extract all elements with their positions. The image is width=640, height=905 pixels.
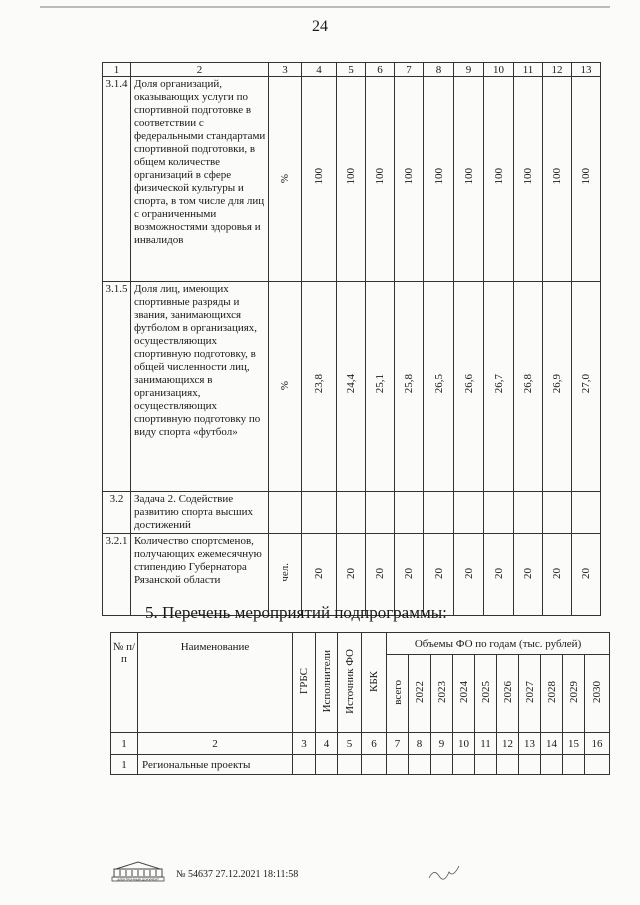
numbering-row (111, 733, 610, 755)
value-cell: 26,6 (454, 282, 484, 492)
empty-cell (453, 755, 475, 775)
value-cell: 23,8 (302, 282, 337, 492)
year-header: 2023 (431, 655, 453, 733)
value-cell: 100 (543, 77, 572, 282)
column-number: 6 (362, 733, 387, 755)
indicators-table (102, 62, 601, 616)
row-number: 3.1.5 (103, 282, 131, 492)
row-number: 3.2 (103, 492, 131, 534)
header-cell: 13 (572, 63, 601, 77)
svg-text:ЭЛЕКТРОННЫЙ ДОКУМЕНТ: ЭЛЕКТРОННЫЙ ДОКУМЕНТ (117, 877, 159, 882)
document-registration-number: № 54637 27.12.2021 18:11:58 (176, 869, 299, 880)
value-cell: 20 (395, 534, 424, 616)
header-cell: 11 (514, 63, 543, 77)
year-header: 2022 (409, 655, 431, 733)
empty-cell (484, 492, 514, 534)
column-number: 4 (316, 733, 338, 755)
value-cell: 100 (424, 77, 454, 282)
value-cell: 27,0 (572, 282, 601, 492)
empty-cell (395, 492, 424, 534)
header-cell: 1 (103, 63, 131, 77)
empty-cell (543, 492, 572, 534)
table-row (103, 282, 601, 492)
column-number: 5 (338, 733, 362, 755)
empty-cell (337, 492, 366, 534)
value-cell: 24,4 (337, 282, 366, 492)
header-cell: 4 (302, 63, 337, 77)
header-cell: 12 (543, 63, 572, 77)
table-row (111, 755, 610, 775)
empty-cell (302, 492, 337, 534)
empty-cell (424, 492, 454, 534)
header-cell: 5 (337, 63, 366, 77)
row-number: 1 (111, 755, 138, 775)
value-cell: 20 (424, 534, 454, 616)
empty-cell (293, 755, 316, 775)
unit-cell: % (269, 77, 302, 282)
row-number: 3.1.4 (103, 77, 131, 282)
col-kbk-header: КБК (362, 633, 387, 733)
measures-table (110, 632, 610, 775)
empty-cell (563, 755, 585, 775)
empty-cell (572, 492, 601, 534)
scan-top-edge (40, 6, 610, 8)
year-header: 2029 (563, 655, 585, 733)
value-cell: 25,8 (395, 282, 424, 492)
page-number: 24 (312, 18, 328, 35)
value-cell: 20 (514, 534, 543, 616)
column-number: 3 (293, 733, 316, 755)
column-number: 16 (585, 733, 610, 755)
indicator-name: Доля лиц, имеющих спортивные разряды и звания, занимающихся футболом в организациях, осуществляющих спортивную подготовку, в общей численности лиц, занимающихся в организациях, осуществляющих спортивную подготовку по виду спорта «футбол» (131, 282, 269, 492)
col-total-header: всего (387, 655, 409, 733)
col-number-header: № п/п (111, 633, 138, 733)
empty-cell (316, 755, 338, 775)
column-number: 15 (563, 733, 585, 755)
section-title: 5. Перечень мероприятий подпрограммы: (145, 603, 447, 622)
column-number: 7 (387, 733, 409, 755)
empty-cell (519, 755, 541, 775)
empty-cell (269, 492, 302, 534)
value-cell: 100 (302, 77, 337, 282)
column-number: 10 (453, 733, 475, 755)
table-row (103, 492, 601, 534)
header-cell: 9 (454, 63, 484, 77)
value-cell: 26,9 (543, 282, 572, 492)
col-grbs-header: ГРБС (293, 633, 316, 733)
column-number: 8 (409, 733, 431, 755)
column-number: 14 (541, 733, 563, 755)
electronic-doc-stamp-icon (110, 860, 166, 882)
value-cell: 100 (337, 77, 366, 282)
empty-cell (409, 755, 431, 775)
column-number: 12 (497, 733, 519, 755)
year-header: 2025 (475, 655, 497, 733)
empty-cell (431, 755, 453, 775)
year-header: 2028 (541, 655, 563, 733)
col-executor-header: Исполнители (316, 633, 338, 733)
signature-icon (425, 862, 465, 884)
column-number: 9 (431, 733, 453, 755)
empty-cell (366, 492, 395, 534)
value-cell: 100 (395, 77, 424, 282)
empty-cell (541, 755, 563, 775)
header-cell: 6 (366, 63, 395, 77)
value-cell: 26,7 (484, 282, 514, 492)
empty-cell (362, 755, 387, 775)
value-cell: 26,5 (424, 282, 454, 492)
volumes-header: Объемы ФО по годам (тыс. рублей) (387, 633, 610, 655)
empty-cell (497, 755, 519, 775)
header-cell: 2 (131, 63, 269, 77)
empty-cell (454, 492, 484, 534)
table-header-row (103, 63, 601, 77)
value-cell: 20 (484, 534, 514, 616)
year-header: 2024 (453, 655, 475, 733)
value-cell: 20 (337, 534, 366, 616)
value-cell: 100 (484, 77, 514, 282)
empty-cell (387, 755, 409, 775)
empty-cell (514, 492, 543, 534)
empty-cell (338, 755, 362, 775)
value-cell: 25,1 (366, 282, 395, 492)
value-cell: 20 (572, 534, 601, 616)
value-cell: 20 (366, 534, 395, 616)
indicator-name: Доля организаций, оказывающих услуги по спортивной подготовке в соответствии с федеральными стандартами спортивной подготовки, в общем количестве организаций в сфере физической культуры и спорта, в том числе для лиц с ограниченными возможностями здоровья и инвалидов (131, 77, 269, 282)
value-cell: 20 (543, 534, 572, 616)
empty-cell (585, 755, 610, 775)
value-cell: 100 (514, 77, 543, 282)
year-header: 2026 (497, 655, 519, 733)
header-cell: 3 (269, 63, 302, 77)
table-row (103, 77, 601, 282)
indicator-name: Количество спортсменов, получающих ежемесячную стипендию Губернатора Рязанской области (131, 534, 269, 616)
indicator-name: Задача 2. Содействие развитию спорта высших достижений (131, 492, 269, 534)
column-number: 1 (111, 733, 138, 755)
measure-name: Региональные проекты (138, 755, 293, 775)
empty-cell (475, 755, 497, 775)
header-cell: 7 (395, 63, 424, 77)
col-name-header: Наименование (138, 633, 293, 733)
col-source-header: Источник ФО (338, 633, 362, 733)
year-header: 2027 (519, 655, 541, 733)
unit-cell: % (269, 282, 302, 492)
year-header: 2030 (585, 655, 610, 733)
column-number: 11 (475, 733, 497, 755)
value-cell: 20 (454, 534, 484, 616)
value-cell: 100 (572, 77, 601, 282)
row-number: 3.2.1 (103, 534, 131, 616)
column-number: 2 (138, 733, 293, 755)
header-cell: 10 (484, 63, 514, 77)
value-cell: 100 (454, 77, 484, 282)
value-cell: 26,8 (514, 282, 543, 492)
unit-cell: чел. (269, 534, 302, 616)
column-number: 13 (519, 733, 541, 755)
value-cell: 100 (366, 77, 395, 282)
header-cell: 8 (424, 63, 454, 77)
value-cell: 20 (302, 534, 337, 616)
